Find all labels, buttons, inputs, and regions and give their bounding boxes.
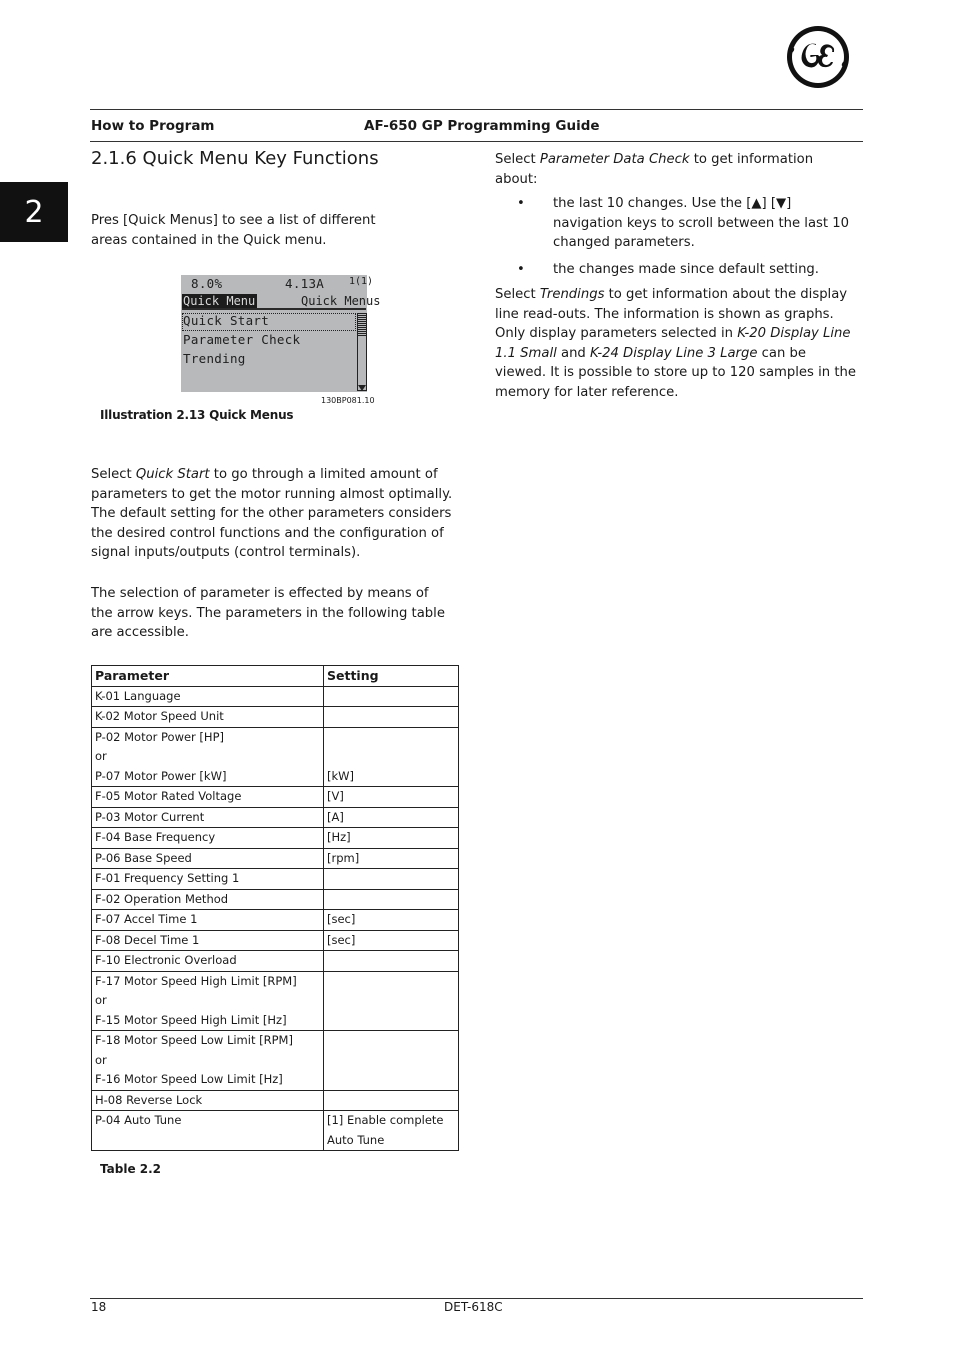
setting-cell: [1] Enable complete Auto Tune <box>324 1111 459 1151</box>
parameter-cell: F-04 Base Frequency <box>92 828 324 849</box>
table-body <box>92 686 459 1151</box>
header-bottom-rule <box>90 141 863 142</box>
setting-cell <box>324 971 459 1031</box>
parameter-cell: F-01 Frequency Setting 1 <box>92 869 324 890</box>
parameter-cell: F-07 Accel Time 1 <box>92 910 324 931</box>
param-check-bullets <box>495 194 855 286</box>
lcd-item-parameter-check: Parameter Check <box>183 332 301 347</box>
table-row <box>92 727 459 787</box>
parameter-cell: F-10 Electronic Overload <box>92 951 324 972</box>
bullet-icon: • <box>517 196 525 211</box>
setting-cell <box>324 951 459 972</box>
setting-cell: [V] <box>324 787 459 808</box>
table-row <box>92 1031 459 1091</box>
setting-cell: [sec] <box>324 910 459 931</box>
setting-cell <box>324 707 459 728</box>
header-top-rule <box>90 109 863 110</box>
table-row <box>92 787 459 808</box>
quick-start-term: Quick Start <box>135 467 210 482</box>
parameter-cell: K-02 Motor Speed Unit <box>92 707 324 728</box>
table-row <box>92 971 459 1031</box>
table-row <box>92 848 459 869</box>
parameter-cell: F-18 Motor Speed Low Limit [RPM] or F-16 Motor Speed Low Limit [Hz] <box>92 1031 324 1091</box>
table-header-row <box>92 666 459 687</box>
section-heading: 2.1.6 Quick Menu Key Functions <box>91 148 379 169</box>
table-row <box>92 889 459 910</box>
illustration-caption: Illustration 2.13 Quick Menus <box>100 408 294 422</box>
document-id: DET-618C <box>444 1300 503 1314</box>
page-number: 18 <box>91 1300 107 1314</box>
quick-start-paragraph: Select Quick Start to go through a limited amount of parameters to get the motor running almost optimally. The default setting for the other parameters considers the desired control functions and the configuration of signal inputs/outputs (control terminals). <box>91 467 453 560</box>
table-row <box>92 910 459 931</box>
lcd-item-trending: Trending <box>183 351 246 366</box>
lcd-scrollbar-thumb <box>358 314 366 336</box>
trendings-paragraph: Select Trendings to get information about the display line read-outs. The information is shown as graphs. Only display parameters selected in K-20 Display Line 1.1 Small and K-24 Display Line 3 Large can be viewed. It is possible to store up to 120 samples in the memory for later reference. <box>495 287 856 400</box>
setting-cell <box>324 869 459 890</box>
table-row <box>92 869 459 890</box>
illustration-code: 130BP081.10 <box>321 396 375 405</box>
intro-paragraph: Pres [Quick Menus] to see a list of different areas contained in the Quick menu. <box>91 213 376 248</box>
lcd-current: 4.13A <box>285 276 325 291</box>
setting-cell: [A] <box>324 807 459 828</box>
parameter-cell: K-01 Language <box>92 686 324 707</box>
setting-cell: [rpm] <box>324 848 459 869</box>
param-check-term: Parameter Data Check <box>539 152 690 167</box>
setting-cell: [Hz] <box>324 828 459 849</box>
table-header-parameter: Parameter <box>92 666 324 687</box>
setting-cell <box>324 1031 459 1091</box>
header-guide-title: AF-650 GP Programming Guide <box>364 118 600 134</box>
lcd-percent: 8.0% <box>191 276 223 291</box>
table-row <box>92 807 459 828</box>
setting-cell <box>324 1090 459 1111</box>
display-line-large-term: K-24 Display Line 3 Large <box>590 345 758 361</box>
lcd-display-illustration <box>181 275 381 392</box>
table-row <box>92 1090 459 1111</box>
parameter-cell: F-05 Motor Rated Voltage <box>92 787 324 808</box>
parameter-cell: F-02 Operation Method <box>92 889 324 910</box>
setting-cell: [kW] <box>324 727 459 787</box>
parameter-cell: P-02 Motor Power [HP] or P-07 Motor Power [kW] <box>92 727 324 787</box>
setting-cell <box>324 889 459 910</box>
table-caption: Table 2.2 <box>100 1162 162 1176</box>
table-header-setting: Setting <box>324 666 459 687</box>
parameter-cell: P-03 Motor Current <box>92 807 324 828</box>
parameter-cell: P-06 Base Speed <box>92 848 324 869</box>
setting-cell <box>324 686 459 707</box>
table-row <box>92 686 459 707</box>
parameter-table <box>91 665 459 1151</box>
chapter-tab: 2 <box>0 182 68 242</box>
list-item: • the last 10 changes. Use the [▲] [▼] navigation keys to scroll between the last 10 changed parameters. <box>517 196 850 250</box>
selection-paragraph: The selection of parameter is effected by means of the arrow keys. The parameters in the following table are accessible. <box>91 586 445 640</box>
parameter-cell: P-04 Auto Tune <box>92 1111 324 1151</box>
table-row <box>92 951 459 972</box>
lcd-status-icon: 1(1) <box>349 276 374 287</box>
lcd-menu-title: Quick Menus <box>301 294 381 308</box>
lcd-separator <box>182 308 366 310</box>
parameter-cell: F-08 Decel Time 1 <box>92 930 324 951</box>
table-row <box>92 707 459 728</box>
param-check-paragraph: Select Parameter Data Check to get information about: <box>495 152 814 187</box>
footer-rule <box>90 1298 863 1299</box>
list-item: • the changes made since default setting. <box>495 260 855 280</box>
table-row <box>92 930 459 951</box>
display-line-small-term: K-20 Display Line 1.1 Small <box>495 326 851 361</box>
ge-logo <box>786 25 850 89</box>
lcd-scrollbar <box>357 313 367 391</box>
setting-cell: [sec] <box>324 930 459 951</box>
lcd-scroll-down-icon <box>358 385 366 391</box>
parameter-cell: F-17 Motor Speed High Limit [RPM] or F-15 Motor Speed High Limit [Hz] <box>92 971 324 1031</box>
table-row <box>92 828 459 849</box>
lcd-menu-tab: Quick Menu <box>183 294 256 308</box>
table-row <box>92 1111 459 1151</box>
parameter-cell: H-08 Reverse Lock <box>92 1090 324 1111</box>
bullet-icon: • <box>517 261 525 277</box>
lcd-item-quick-start: Quick Start <box>183 313 270 328</box>
header-chapter-title: How to Program <box>91 118 215 134</box>
trendings-term: Trendings <box>539 287 605 302</box>
